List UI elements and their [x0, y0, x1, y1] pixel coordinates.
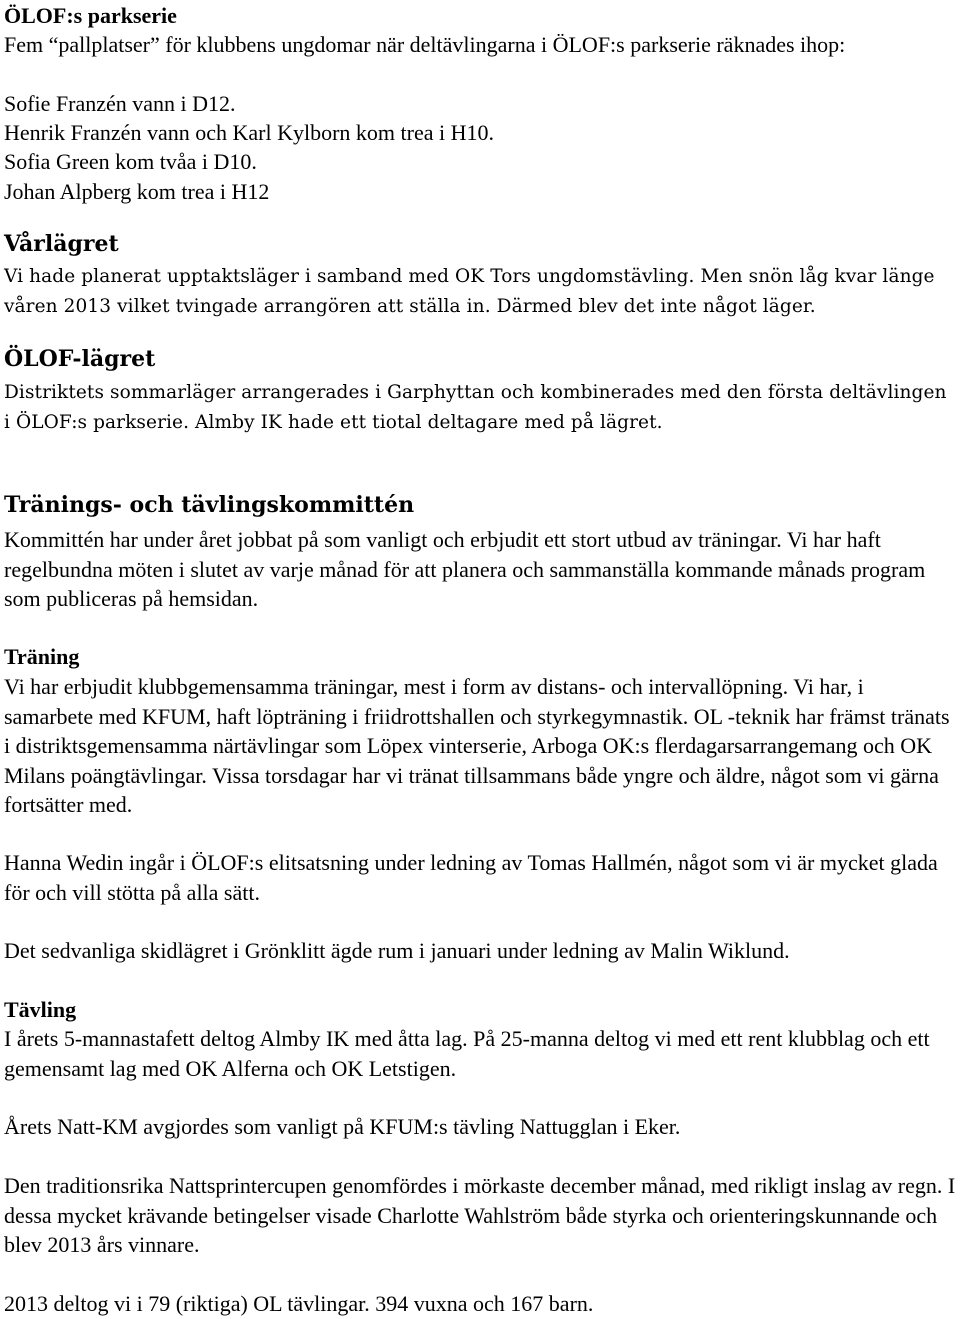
tavling-paragraph: Årets Natt-KM avgjordes som vanligt på KFUM:s tävling Nattugglan i Eker.: [4, 1114, 681, 1139]
varlagret-body: Vi hade planerat upptaktsläger i samband med OK Tors ungdomstävling. Men snön låg kvar länge våren 2013 vilket tvingade arrangören att ställa in. Därmed blev det inte något läger.: [4, 266, 935, 317]
kommitten-body: Kommittén har under året jobbat på som vanligt och erbjudit ett stort utbud av träningar. Vi har haft regelbundna möten i slutet av varje månad för att planera och sammanställa kommande månads program som publiceras på hemsidan.: [4, 527, 926, 611]
section-heading-tavling: Tävling: [4, 997, 77, 1022]
result-line: Johan Alpberg kom trea i H12: [4, 179, 270, 204]
section-heading-varlagret: Vårlägret: [4, 231, 119, 257]
tavling-paragraph: Den traditionsrika Nattsprintercupen genomfördes i mörkaste december månad, med rikligt inslag av regn. I dessa mycket krävande betingelser visade Charlotte Wahlström både styrka och orienteringskunnande och blev 2013 års vinnare.: [4, 1173, 956, 1257]
tavling-paragraph: 2013 deltog vi i 79 (riktiga) OL tävlingar. 394 vuxna och 167 barn.: [4, 1291, 594, 1316]
section-heading-traning: Träning: [4, 644, 80, 669]
result-line: Sofia Green kom tvåa i D10.: [4, 149, 257, 174]
result-line: Henrik Franzén vann och Karl Kylborn kom trea i H10.: [4, 120, 494, 145]
traning-paragraph: Hanna Wedin ingår i ÖLOF:s elitsatsning under ledning av Tomas Hallmén, något som vi är mycket glada för och vill stötta på alla sätt.: [4, 850, 938, 905]
traning-paragraph: Vi har erbjudit klubbgemensamma träningar, mest i form av distans- och intervallöpning. Vi har, i samarbete med KFUM, haft löpträning i friidrottshallen och styrkegymnastik. OL -teknik har främst tränats i distriktsgemensamma närtävlingar som Löpex vinterserie, Arboga OK:s flerdagarsarrangemang och OK Milans poängtävlingar. Vissa torsdagar har vi tränat tillsammans både yngre och äldre, något som vi gärna fortsätter med.: [4, 674, 950, 817]
olof-parkserie-intro: Fem “pallplatser” för klubbens ungdomar när deltävlingarna i ÖLOF:s parkserie räknades ihop:: [4, 32, 846, 57]
section-heading-olof-parkserie: ÖLOF:s parkserie: [4, 3, 177, 28]
traning-paragraph: Det sedvanliga skidlägret i Grönklitt ägde rum i januari under ledning av Malin Wiklund.: [4, 938, 790, 963]
tavling-paragraph: I årets 5-mannastafett deltog Almby IK med åtta lag. På 25-manna deltog vi med ett rent klubblag och ett gemensamt lag med OK Alferna och OK Letstigen.: [4, 1026, 930, 1081]
olof-lagret-body: Distriktets sommarläger arrangerades i Garphyttan och kombinerades med den första deltävlingen i ÖLOF:s parkserie. Almby IK hade ett tiotal deltagare med på lägret.: [4, 382, 947, 433]
result-line: Sofie Franzén vann i D12.: [4, 91, 236, 116]
section-heading-olof-lagret: ÖLOF-lägret: [4, 346, 156, 372]
section-heading-kommitten: Tränings- och tävlingskommittén: [4, 492, 415, 518]
